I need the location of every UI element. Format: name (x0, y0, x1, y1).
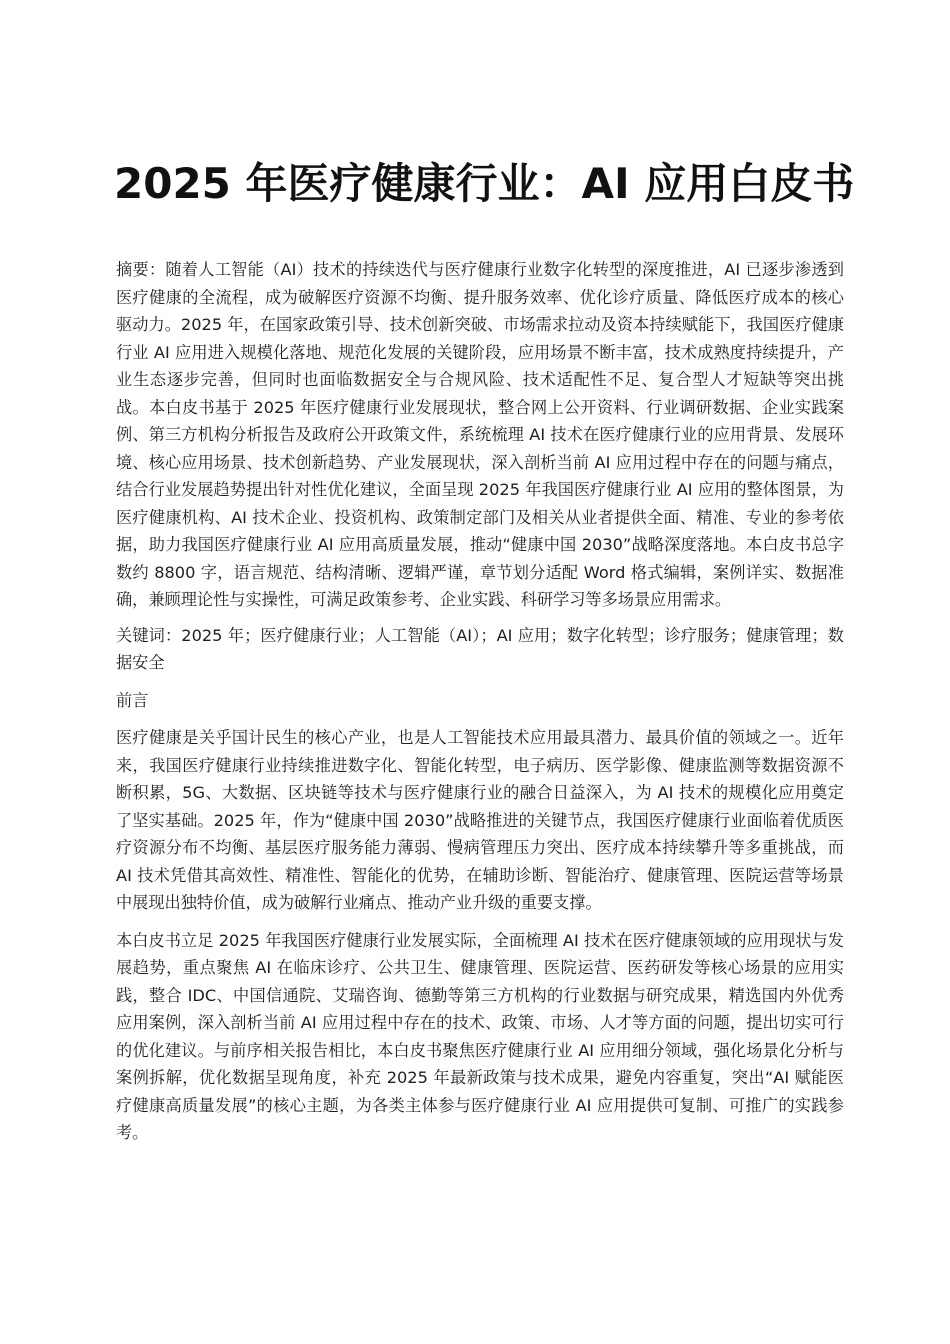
spacer (116, 614, 844, 622)
preface-heading: 前言 (116, 690, 149, 710)
spacer (116, 917, 844, 927)
page-title: 2025 年医疗健康行业：AI 应用白皮书 (114, 159, 855, 208)
keywords-paragraph: 关键词：2025 年；医疗健康行业；人工智能（AI）；AI 应用；数字化转型；诊疗服务；健康管理；数据安全 (116, 625, 844, 672)
preface-paragraph-1: 医疗健康是关乎国计民生的核心产业，也是人工智能技术应用最具潜力、最具价值的领域之一。近年来，我国医疗健康行业持续推进数字化、智能化转型，电子病历、医学影像、健康监测等数据资源不断积累，5G、大数据、区块链等技术与医疗健康行业的融合日益深入，为 AI 技术的规模化应用奠定了坚实基础。2025 年，作为“健康中国 2030”战略推进的关键节点，我国医疗健康行业面临着优质医疗资源分布不均衡、基层医疗服务能力薄弱、慢病管理压力突出、医疗成本持续攀升等多重挑战，而 AI 技术凭借其高效性、精准性、智能化的优势，在辅助诊断、智能治疗、健康管理、医院运营等场景中展现出独特价值，成为破解行业痛点、推动产业升级的重要支撑。 (116, 728, 844, 912)
abstract-paragraph: 摘要：随着人工智能（AI）技术的持续迭代与医疗健康行业数字化转型的深度推进，AI 已逐步渗透到医疗健康的全流程，成为破解医疗资源不均衡、提升服务效率、优化诊疗质量、降低医疗成本的核心驱动力。2025 年，在国家政策引导、技术创新突破、市场需求拉动及资本持续赋能下，我国医疗健康行业 AI 应用进入规模化落地、规范化发展的关键阶段，应用场景不断丰富，技术成熟度持续提升，产业生态逐步完善，但同时也面临数据安全与合规风险、技术适配性不足、复合型人才短缺等突出挑战。本白皮书基于 2025 年医疗健康行业发展现状，整合网上公开资料、行业调研数据、企业实践案例、第三方机构分析报告及政府公开政策文件，系统梳理 AI 技术在医疗健康行业的应用背景、发展环境、核心应用场景、技术创新趋势、产业发展现状，深入剖析当前 AI 应用过程中存在的问题与痛点，结合行业发展趋势提出针对性优化建议，全面呈现 2025 年我国医疗健康行业 AI 应用的整体图景，为医疗健康机构、AI 技术企业、投资机构、政策制定部门及相关从业者提供全面、精准、专业的参考依据，助力我国医疗健康行业 AI 应用高质量发展，推动“健康中国 2030”战略深度落地。本白皮书总字数约 8800 字，语言规范、结构清晰、逻辑严谨，章节划分适配 Word 格式编辑，案例详实、数据准确，兼顾理论性与实操性，可满足政策参考、企业实践、科研学习等多场景应用需求。 (116, 260, 844, 609)
document-body (116, 256, 844, 1147)
spacer (116, 714, 844, 724)
preface-paragraph-2: 本白皮书立足 2025 年我国医疗健康行业发展实际，全面梳理 AI 技术在医疗健康领域的应用现状与发展趋势，重点聚焦 AI 在临床诊疗、公共卫生、健康管理、医院运营、医药研发等核心场景的应用实践，整合 IDC、中国信通院、艾瑞咨询、德勤等第三方机构的行业数据与研究成果，精选国内外优秀应用案例，深入剖析当前 AI 应用过程中存在的技术、政策、市场、人才等方面的问题，提出切实可行的优化建议。与前序相关报告相比，本白皮书聚焦医疗健康行业 AI 应用细分领域，强化场景化分析与案例拆解，优化数据呈现角度，补充 2025 年最新政策与技术成果，避免内容重复，突出“AI 赋能医疗健康高质量发展”的核心主题，为各类主体参与医疗健康行业 AI 应用提供可复制、可推广的实践参考。 (116, 930, 844, 1142)
spacer (116, 677, 844, 687)
